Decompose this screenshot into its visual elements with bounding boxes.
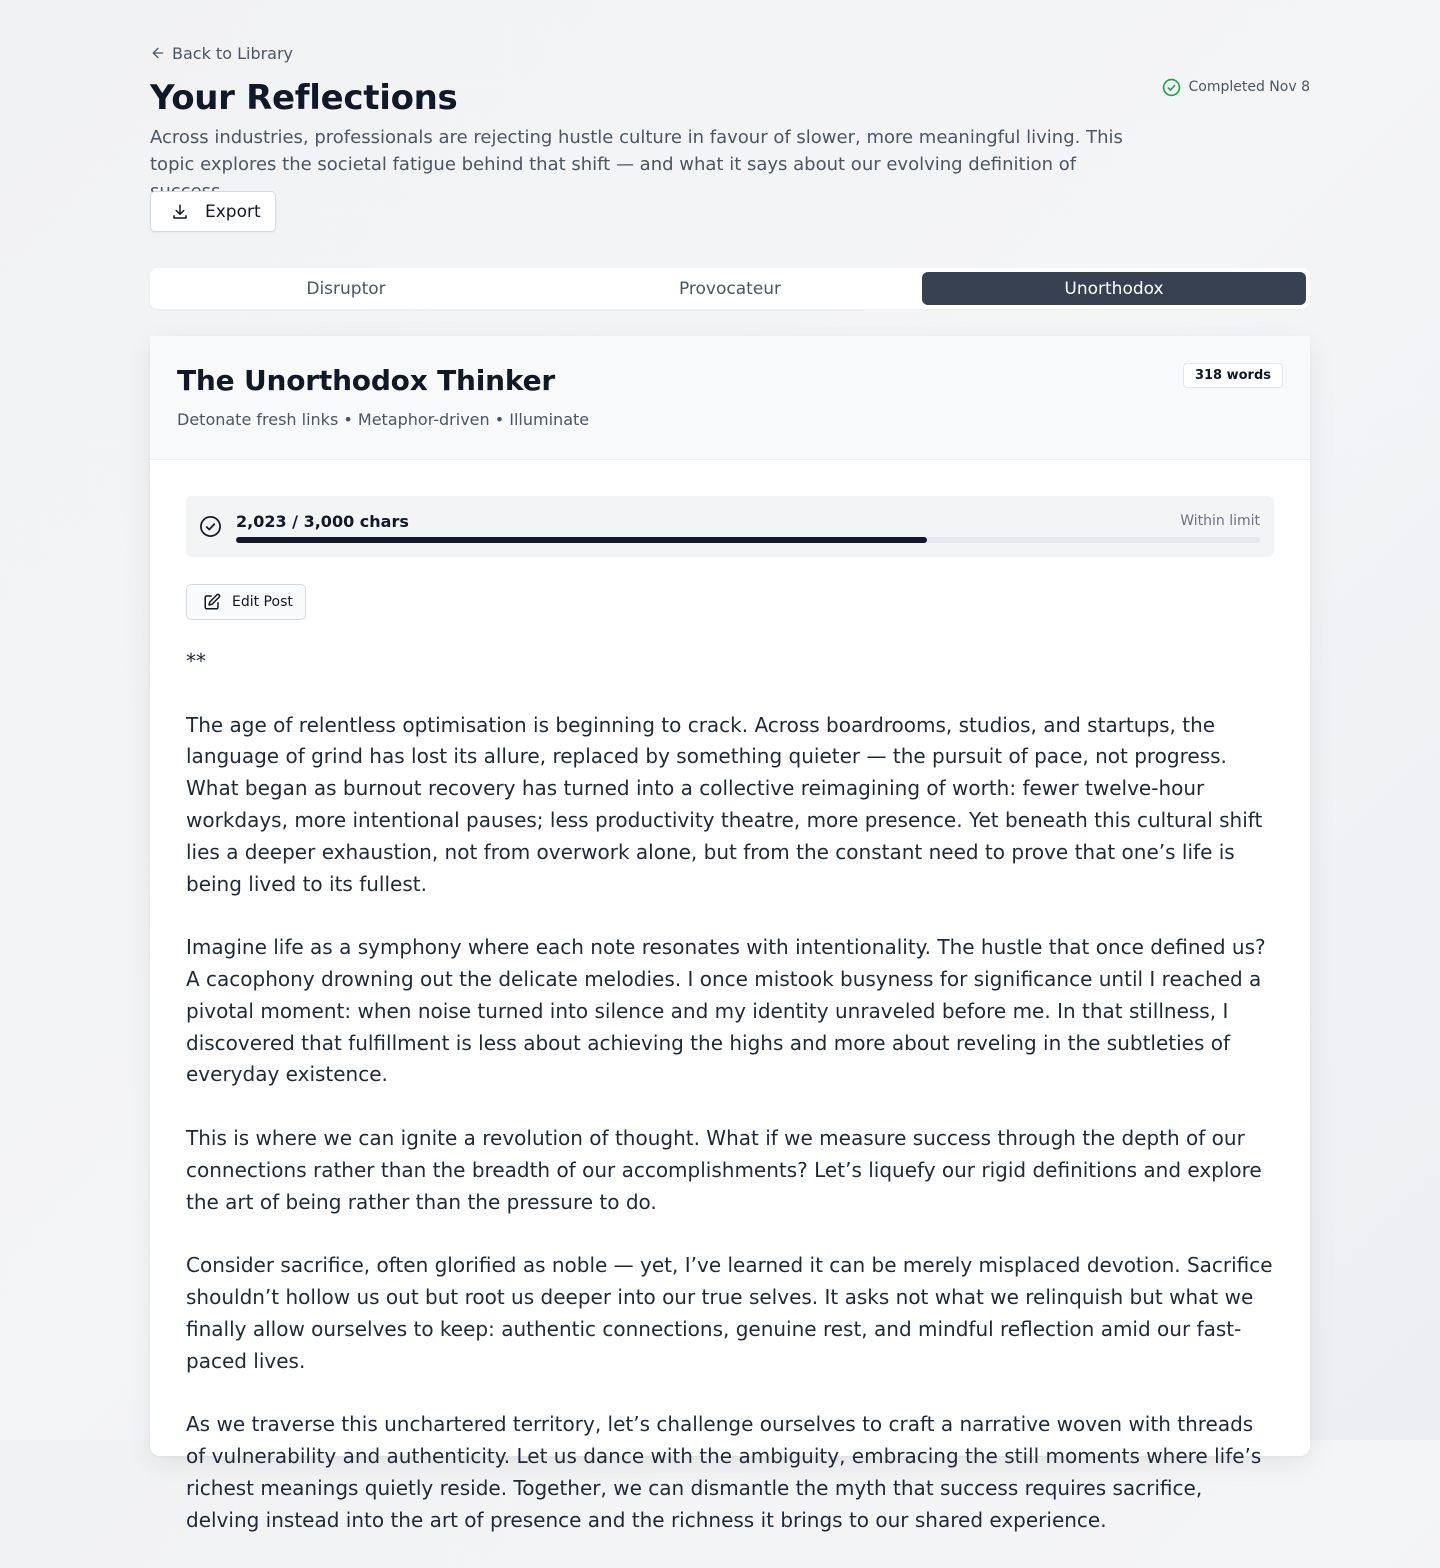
back-link-label: Back to Library xyxy=(172,43,294,63)
character-count: 2,023 / 3,000 chars xyxy=(236,512,409,531)
tab-disruptor[interactable]: Disruptor xyxy=(306,278,386,299)
tab-provocateur[interactable]: Provocateur xyxy=(678,278,782,299)
completion-status-label: Completed Nov 8 xyxy=(1188,79,1310,95)
post-paragraph: As we traverse this unchartered territory, let’s challenge ourselves to craft a narrative woven with threads of vulnerability and authenticity. Let us dance with the ambiguity, embracing the still moments where life’s richest meanings quietly reside. Together, we can dismantle the myth that success requires sacrifice, delving instead into the art of presence and the richness it brings to our shared experience. xyxy=(186,1412,1262,1532)
card-header xyxy=(150,336,1310,460)
reflection-card xyxy=(150,336,1310,1532)
topic-description: Across industries, professionals are rejecting hustle culture in favour of slower, more meaningful living. This topic explores the societal fatigue behind that shift — and what it says about our evolving definition of xyxy=(150,127,1123,175)
post-paragraph: The age of relentless optimisation is beginning to crack. Across boardrooms, studios, and startups, the language of grind has lost its allure, replaced by something quieter — the pursuit of pace, not progress. What began as burnout recovery has turned into a collective reimagining of worth: fewer twelve-hour workdays, more intentional pauses; less productivity theatre, more presence. Yet beneath this cultural shift lies a deeper exhaustion, not from overwork alone, but from the constant need to prove that one’s life is being lived to its fullest. xyxy=(186,712,1263,896)
post-paragraph: Imagine life as a symphony where each note resonates with intentionality. The hustle that once defined us? A cacophony drowning out the delicate melodies. I once mistook busyness for significance until I reached a pivotal moment: when noise turned into silence and my identity unraveled before me. In that stillness, I discovered that fulfillment is less about achieving the highs and more about reveling in the subtleties of everyday existence. xyxy=(186,935,1266,1087)
arrow-left-icon xyxy=(150,45,166,61)
edit-post-label: Edit Post xyxy=(232,594,293,610)
post-paragraph: Consider sacrifice, often glorified as noble — yet, I’ve learned it can be merely misplaced devotion. Sacrifice shouldn’t hollow us out but root us deeper into our true selves. It asks not what we relinquish but what we finally allow ourselves to keep: authentic connections, genuine rest, and mindful reflection amid our fast-paced lives. xyxy=(186,1253,1273,1373)
character-progress-fill xyxy=(236,537,927,543)
back-to-library-link[interactable] xyxy=(150,42,293,64)
limit-status: Within limit xyxy=(1180,513,1260,529)
completion-status xyxy=(1162,77,1311,97)
post-paragraph: ** xyxy=(186,649,206,673)
export-button-label: Export xyxy=(205,201,261,222)
word-count-badge: 318 words xyxy=(1183,363,1283,388)
post-paragraph: This is where we can ignite a revolution of thought. What if we measure success through the depth of our connections rather than the breadth of our accomplishments? Let’s liquefy our rigid definitions and explore the art of being rather than the pressure to do. xyxy=(186,1125,1262,1214)
card-tags: Detonate fresh links • Metaphor-driven • Illuminate xyxy=(177,410,590,429)
persona-tabs xyxy=(150,268,1310,309)
card-title: The Unorthodox Thinker xyxy=(177,364,555,397)
page-title: Your Reflections xyxy=(150,78,458,118)
post-body xyxy=(186,646,1276,1568)
tab-unorthodox[interactable]: Unorthodox xyxy=(922,272,1306,305)
check-circle-icon xyxy=(1162,78,1181,97)
export-button[interactable] xyxy=(150,191,276,232)
reflections-page xyxy=(150,0,1310,1532)
download-icon xyxy=(171,203,189,221)
check-circle-icon xyxy=(199,515,222,538)
edit-square-icon xyxy=(203,593,221,611)
edit-post-button[interactable] xyxy=(186,584,306,620)
character-progress-track xyxy=(236,537,1260,543)
character-meter xyxy=(186,496,1274,557)
